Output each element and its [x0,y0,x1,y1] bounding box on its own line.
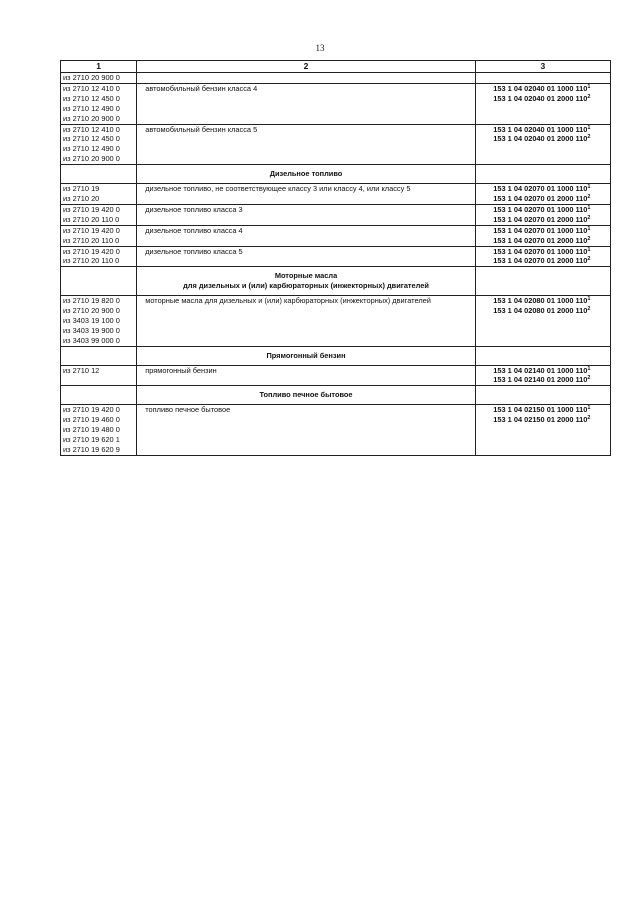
footnote-mark: 2 [587,214,591,221]
tn-code-cell [61,124,137,165]
budget-code-cell [475,184,610,205]
budget-code-cell [475,73,610,84]
tn-code-cell [61,365,137,386]
tn-code: из 2710 20 900 0 [63,154,120,164]
footnote-mark: 2 [587,193,591,200]
tn-code: из 2710 19 420 0 [63,246,120,256]
footnote-mark: 2 [587,256,591,263]
tn-code: из 2710 19 420 0 [63,225,120,235]
section-heading [137,346,476,365]
budget-code [478,247,606,257]
section-heading [137,267,476,296]
budget-code-value: 153 1 04 02080 01 1000 110 [493,296,588,306]
empty-cell [475,386,610,405]
tn-code: из 2710 20 110 0 [63,214,120,224]
tn-code-cell [61,246,137,267]
budget-code-value: 153 1 04 02070 01 2000 110 [493,235,588,245]
budget-code-value: 153 1 04 02070 01 2000 110 [493,214,588,224]
budget-code-value: 153 1 04 02070 01 1000 110 [493,184,588,194]
budget-code-cell [475,83,610,124]
tn-code: из 2710 20 110 0 [63,235,120,245]
empty-cell [61,165,137,184]
tn-code: из 2710 19 420 0 [63,405,120,415]
table-row [61,405,611,456]
tn-code: из 2710 20 900 0 [63,306,120,316]
column-header-2: 2 [137,61,476,73]
budget-code-cell [475,204,610,225]
tn-code: из 2710 12 [63,365,100,375]
budget-code-value: 153 1 04 02140 01 1000 110 [493,365,588,375]
budget-code-value: 153 1 04 02040 01 2000 110 [493,134,588,144]
empty-cell [475,267,610,296]
table-row [61,124,611,165]
tn-code: из 3403 19 900 0 [63,325,120,335]
budget-code-value: 153 1 04 02150 01 1000 110 [493,405,588,415]
table-row [61,184,611,205]
empty-cell [61,386,137,405]
table-row [61,225,611,246]
section-heading-line: Прямогонный бензин [266,350,346,360]
table-row [61,365,611,386]
tn-code: из 2710 12 410 0 [63,83,120,93]
product-name: дизельное топливо класса 3 [137,204,476,225]
column-header-3: 3 [475,61,610,73]
empty-cell [475,165,610,184]
budget-code-cell [475,405,610,456]
product-name: прямогонный бензин [137,365,476,386]
budget-code-value: 153 1 04 02070 01 2000 110 [493,256,588,266]
continuation-row [61,73,611,84]
table-row [61,246,611,267]
footnote-mark: 1 [587,204,591,211]
budget-code-value: 153 1 04 02070 01 1000 110 [493,204,588,214]
section-heading [137,386,476,405]
footnote-mark: 1 [587,365,591,372]
budget-code-cell [475,246,610,267]
table-row [61,204,611,225]
budget-code [478,375,606,385]
empty-cell [475,346,610,365]
tn-code-cell [61,405,137,456]
footnote-mark: 2 [587,306,591,313]
tn-code: из 2710 19 420 0 [63,204,120,214]
product-name: автомобильный бензин класса 4 [137,83,476,124]
budget-code [478,194,606,204]
footnote-mark: 1 [587,124,591,131]
footnote-mark: 2 [587,235,591,242]
product-name: дизельное топливо класса 4 [137,225,476,246]
tn-code: из 2710 20 [63,193,100,203]
footnote-mark: 2 [587,93,591,100]
footnote-mark: 1 [587,296,591,303]
footnote-mark: 2 [587,415,591,422]
footnote-mark: 1 [587,246,591,253]
tn-code: из 2710 19 [63,184,100,194]
budget-code [478,125,606,135]
budget-code-cell [475,124,610,165]
codes-table [60,60,611,456]
section-heading-line: Моторные масла [274,271,338,281]
table-row [61,296,611,347]
budget-code [478,296,606,306]
budget-code [478,84,606,94]
budget-code [478,205,606,215]
product-name: дизельное топливо класса 5 [137,246,476,267]
tn-code-cell [61,83,137,124]
tn-code: из 2710 12 450 0 [63,93,120,103]
budget-code-value: 153 1 04 02070 01 1000 110 [493,225,588,235]
product-name: моторные масла для дизельных и (или) карбюраторных (инжекторных) двигателей [137,296,476,347]
section-heading-line: Дизельное топливо [269,169,343,179]
section-row [61,346,611,365]
section-row [61,165,611,184]
tn-code: из 3403 99 000 0 [63,335,120,345]
tn-code-cell [61,296,137,347]
footnote-mark: 1 [587,405,591,412]
budget-code-cell [475,225,610,246]
section-heading [137,165,476,184]
tn-code: из 2710 12 450 0 [63,134,120,144]
budget-code [478,415,606,425]
section-heading-line: для дизельных и (или) карбюраторных (инжекторных) двигателей [183,281,429,291]
tn-code: из 2710 19 620 9 [63,444,120,454]
budget-code-value: 153 1 04 02070 01 2000 110 [493,193,588,203]
table-row [61,83,611,124]
budget-code [478,134,606,144]
budget-code-value: 153 1 04 02040 01 1000 110 [493,83,588,93]
product-name: автомобильный бензин класса 5 [137,124,476,165]
budget-code [478,184,606,194]
footnote-mark: 2 [587,375,591,382]
footnote-mark: 1 [587,225,591,232]
tn-code: из 2710 20 900 0 [63,113,120,123]
product-name: топливо печное бытовое [137,405,476,456]
column-header-1: 1 [61,61,137,73]
tn-code: из 2710 19 620 1 [63,435,120,444]
page-number: 13 [315,43,325,53]
budget-code-value: 153 1 04 02040 01 1000 110 [493,124,588,134]
budget-code [478,256,606,266]
budget-code [478,405,606,415]
footnote-mark: 2 [587,134,591,141]
tn-code: из 2710 19 820 0 [63,296,120,306]
section-heading-line: Топливо печное бытовое [259,390,353,400]
budget-code-value: 153 1 04 02040 01 2000 110 [493,93,588,103]
tn-code-cell [61,184,137,205]
budget-code-cell [475,296,610,347]
tn-code: из 2710 12 490 0 [63,103,120,113]
budget-code-value: 153 1 04 02070 01 1000 110 [493,246,588,256]
product-name: дизельное топливо, не соответствующее классу 3 или классу 4, или классу 5 [137,184,476,205]
tn-code: из 2710 12 410 0 [63,124,120,134]
tn-code-cell [61,225,137,246]
budget-code [478,366,606,376]
budget-code [478,226,606,236]
budget-code [478,306,606,316]
budget-code [478,94,606,104]
empty-cell [61,346,137,365]
tn-code: из 3403 19 100 0 [63,315,120,325]
budget-code [478,236,606,246]
footnote-mark: 1 [587,184,591,191]
budget-code-value: 153 1 04 02080 01 2000 110 [493,306,588,316]
footnote-mark: 1 [587,83,591,90]
empty-cell [61,267,137,296]
budget-code [478,215,606,225]
product-name-cell [137,73,476,84]
tn-code: из 2710 20 900 0 [61,73,137,84]
header-row [61,61,611,73]
section-row [61,386,611,405]
section-row [61,267,611,296]
tn-code: из 2710 19 460 0 [63,415,120,425]
tn-code: из 2710 19 480 0 [63,425,120,435]
tn-code: из 2710 20 110 0 [63,256,120,266]
budget-code-cell [475,365,610,386]
tn-code: из 2710 12 490 0 [63,144,120,154]
budget-code-value: 153 1 04 02150 01 2000 110 [493,415,588,425]
tn-code-cell [61,204,137,225]
budget-code-value: 153 1 04 02140 01 2000 110 [493,375,588,385]
